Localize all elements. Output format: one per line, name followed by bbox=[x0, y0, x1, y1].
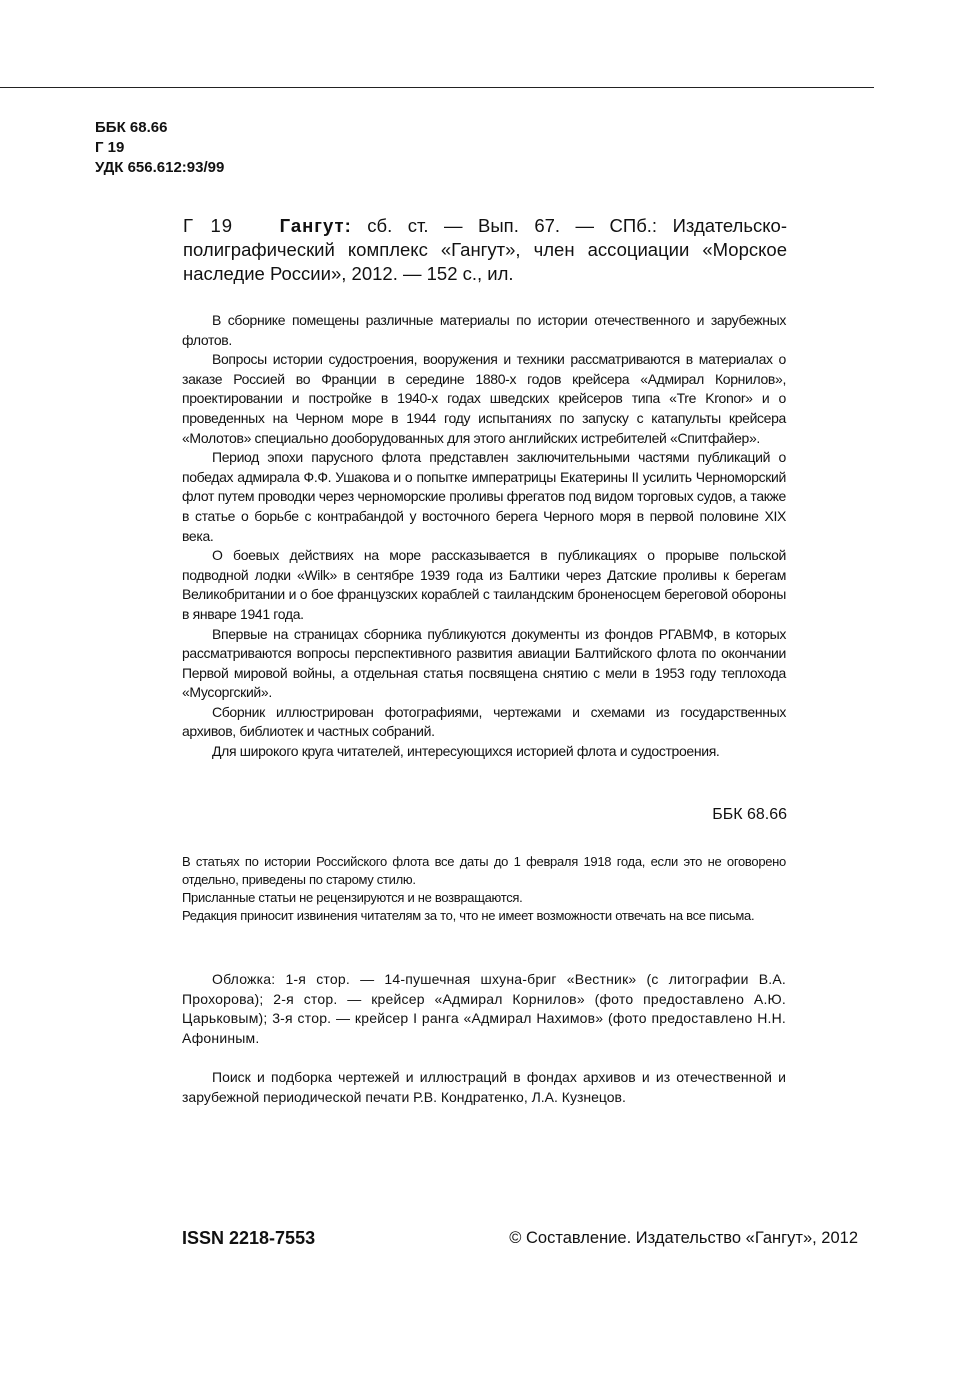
annotation-paragraph: В сборнике помещены различные материалы по истории отечественного и зарубежных флотов. bbox=[182, 312, 786, 348]
bibliographic-record bbox=[183, 214, 787, 286]
editorial-notes bbox=[182, 853, 786, 925]
note-paragraph: Присланные статьи не рецензируются и не возвращаются. bbox=[182, 890, 523, 905]
top-divider-line bbox=[0, 87, 874, 88]
annotation-paragraph: О боевых действиях на море рассказывается в публикациях о прорыве польской подводной лодки «Wilk» в сентябре 1939 года из Балтики через Датские проливы к берегам Великобритании и о бое французских кораблей с таиландским броненосцем береговой обороны в январе 1941 года. bbox=[182, 547, 786, 622]
annotation-paragraph: Впервые на страницах сборника публикуются документы из фондов РГАВМФ, в которых рассматриваются вопросы перспективного развития авиации Балтийского флота по окончании Первой мировой войны, а отдельная статья посвящена снятию с мели в 1953 году теплохода «Мусоргский». bbox=[182, 625, 786, 701]
copyright-notice: © Составление. Издательство «Гангут», 2012 bbox=[509, 1229, 858, 1247]
author-sign: Г 19 bbox=[95, 139, 125, 156]
bibliographic-code: Г 19 bbox=[183, 215, 234, 236]
bbk-index: ББК 68.66 bbox=[95, 119, 168, 136]
annotation-paragraph: Для широкого круга читателей, интересующихся историей флота и судостроения. bbox=[212, 743, 720, 760]
cover-credits bbox=[182, 970, 786, 1048]
note-paragraph: Редакция приносит извинения читателям за то, что не имеет возможности отвечать на все письма. bbox=[182, 908, 755, 923]
cover-paragraph: Обложка: 1-я стор. — 14-пушечная шхуна-бриг «Вестник» (с литографии В.А. Прохорова); 2-я стор. — крейсер «Адмирал Корнилов» (фото предоставлено А.Ю. Царьковым); 3-я стор. — крейсер I ранга «Адмирал Нахимов» (фото предоставлено Н.Н. Афониным. bbox=[182, 971, 786, 1046]
bbk-index-right: ББК 68.66 bbox=[712, 806, 787, 823]
annotation-paragraph: Вопросы истории судостроения, вооружения и техники рассматриваются в материалах о заказе Россией во Франции в середине 1880-х годов крейсера «Адмирал Корнилов», проектировании и постройке в 1940-х годах шведских крейсеров типа «Tre Kronor» и о проведенных на Черном море в 1944 году испытаниях по запуску с катапульты крейсера «Молотов» специально дооборудованных для этого английских истребителей «Спитфайер». bbox=[182, 351, 786, 446]
annotation-paragraph: Сборник иллюстрирован фотографиями, чертежами и схемами из государственных архивов, библиотек и частных собраний. bbox=[182, 703, 786, 740]
bibliographic-title: Гангут: bbox=[279, 215, 352, 236]
search-paragraph: Поиск и подборка чертежей и иллюстраций в фондах архивов и из отечественной и зарубежной периодической печати Р.В. Кондратенко, Л.А. Кузнецов. bbox=[182, 1069, 786, 1105]
annotation-block bbox=[182, 311, 786, 762]
annotation-paragraph: Период эпохи парусного флота представлен заключительными частями публикаций о победах адмирала Ф.Ф. Ушакова и о попытке императрицы Екатерины II усилить Черноморский флот путем проводки через черноморские проливы фрегатов под видом торговых судов, а также в статье о борьбе с контрабандой у восточного берега Черного моря в первой половине XIX века. bbox=[182, 449, 786, 544]
bibliographic-description: сб. ст. — Вып. 67. — СПб.: Издательско-полиграфический комплекс «Гангут», член ассоциации «Морское наследие России», 2012. — 152 с., ил. bbox=[183, 215, 787, 284]
udk-index: УДК 656.612:93/99 bbox=[95, 159, 225, 176]
note-paragraph: В статьях по истории Российского флота все даты до 1 февраля 1918 года, если это не оговорено отдельно, приведены по старому стилю. bbox=[182, 854, 786, 887]
issn-number: ISSN 2218-7553 bbox=[182, 1228, 316, 1248]
classification-block bbox=[95, 118, 224, 178]
search-credits bbox=[182, 1068, 786, 1107]
